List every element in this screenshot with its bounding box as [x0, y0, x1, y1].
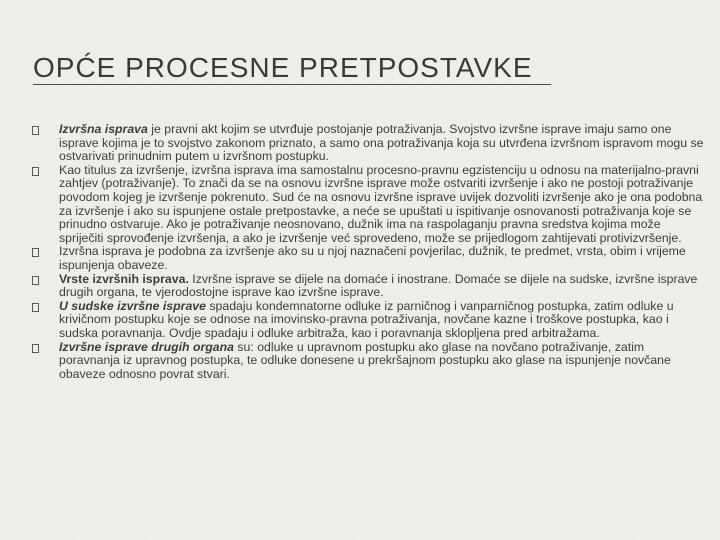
- square-bullet-icon: [32, 248, 39, 257]
- bullet-item: [32, 245, 704, 272]
- square-bullet-icon: [32, 126, 39, 135]
- bullet-lead: Vrste izvršnih isprava.: [59, 271, 189, 286]
- title-underline: [33, 84, 551, 85]
- bullet-item: [32, 341, 704, 382]
- square-bullet-icon: [32, 303, 39, 312]
- bullet-text: je pravni akt kojim se utvrđuje postojanje potraživanja. Svojstvo izvršne isprave imaju samo one isprave kojima je to svojstvo zakonom priznato, a samo ona potraživanja koja su utvrđena izvršnom ispravom mogu se ostvarivati prinudnim putem u izvršnom postupku.: [59, 122, 704, 164]
- bullet-item: [32, 273, 704, 300]
- bullet-text: spadaju kondemnatorne odluke iz parničnog i vanparničnog postupka, zatim odluke u krivičnom postupku koje se odnose na imovinsko-pravna potraživanja, novčane kazne i troškove postupka, kao i sudska poravnanja. Ovdje spadaju i odluke arbitraža, kao i poravnanja sklopljena pred arbitražama.: [59, 298, 674, 340]
- bullet-item: [32, 123, 704, 164]
- bullet-text: su: odluke u upravnom postupku ako glase na novčano potraživanje, zatim poravnanja iz upravnog postupka, te odluke donesene u prekršajnom postupku ako glase na ispunjenje novčane obaveze odnosno povrat stvari.: [59, 339, 671, 381]
- bullet-item: [32, 300, 704, 341]
- bullet-lead: Izvršna isprava: [59, 122, 148, 136]
- bullet-lead: U sudske izvršne isprave: [59, 298, 206, 313]
- square-bullet-icon: [32, 167, 39, 176]
- bullet-text: Izvršne isprave se dijele na domaće i inostrane. Domaće se dijele na sudske, izvršne isprave drugih organa, te vjerodostojne isprave kao izvršne isprave.: [59, 271, 698, 300]
- bullet-lead: Izvršne isprave drugih organa: [59, 339, 234, 354]
- square-bullet-icon: [32, 276, 39, 285]
- bullet-text: Kao titulus za izvršenje, izvršna isprava ima samostalnu procesno-pravnu egzistenciju u odnosu na materijalno-pravni zahtjev (potraživanje). To znači da se na osnovu izvršne isprave može ostvariti izvršenje i ako ne postoji potraživanje povodom kojeg je izvršenje pokrenuto. Sud će na osnovu izvršne isprave uvijek dozvoliti izvršenje ako je ona podobna za izvršenje i ako su ispunjene ostale pretpostavke, a neće se upuštati u ispitivanje osnovanosti potraživanja koje se prinudno ostvaruje. Ako je potraživanje neosnovano, dužnik ima na raspolaganju pravna sredstva kojima može spriječiti sprovođenje izvršenja, a ako je izvršenje već sprovedeno, može se prijedlogom zahtijevati protivizvršenje.: [59, 162, 703, 245]
- bullet-list: [32, 123, 704, 381]
- slide-title: OPĆE PROCESNE PRETPOSTAVKE: [33, 52, 533, 83]
- square-bullet-icon: [32, 344, 39, 353]
- bullet-item: [32, 164, 704, 246]
- bullet-text: Izvršna isprava je podobna za izvršenje ako su u njoj naznačeni povjerilac, dužnik, te predmet, vrsta, obim i vrijeme ispunjenja obaveze.: [59, 244, 686, 272]
